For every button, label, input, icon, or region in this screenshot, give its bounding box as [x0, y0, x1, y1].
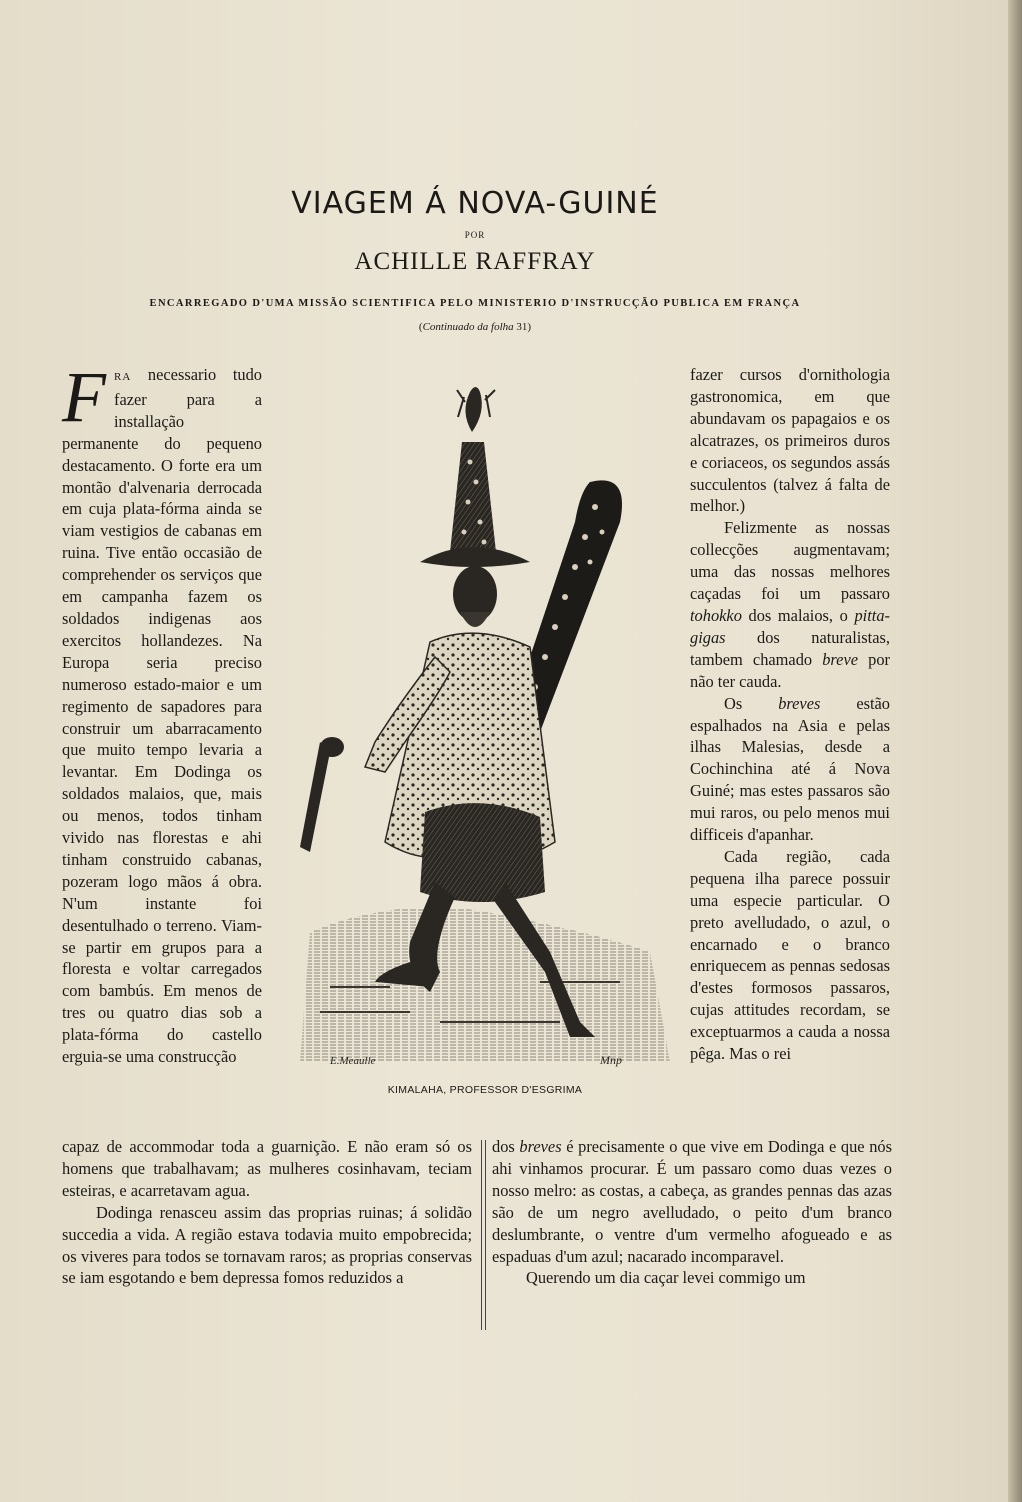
byline-por: POR [464, 230, 486, 240]
italic-term: breves [778, 693, 821, 713]
italic-term: breves [519, 1137, 562, 1156]
first-word-smallcaps: RA [113, 371, 132, 383]
paragraph [492, 1136, 892, 1267]
paragraph [62, 357, 262, 1068]
text-run: dos malaios, o [741, 605, 855, 625]
italic-term: breve [822, 649, 859, 669]
text-run: dos naturalistas, tambem chamado [690, 627, 890, 669]
article-title: VIAGEM Á NOVA-GUINÉ [291, 186, 659, 221]
illustration-caption: KIMALAHA, PROFESSOR D'ESGRIMA [387, 1084, 583, 1096]
paragraph [690, 517, 890, 692]
column-left-top [62, 357, 262, 1068]
column-divider [481, 1140, 486, 1330]
text-run: dos [492, 1137, 520, 1156]
author-subtitle: ENCARREGADO D'UMA MISSÃO SCIENTIFICA PELO MINISTERIO D'INSTRUCÇÃO PUBLICA EM FRANÇA [149, 298, 801, 309]
continued-suffix: 31) [513, 321, 532, 333]
page-edge-shadow [1008, 0, 1022, 1502]
italic-term: pitta-gigas [690, 605, 890, 647]
column-right-top [690, 364, 890, 1065]
engraver-right-signature: Mnp [600, 1053, 622, 1067]
paragraph: fazer cursos d'ornithologia gastronomica, em que abundavam os papagaios e os alcatrazes, os primeiros duros e coriaceos, os segundos assás succulentos (talvez á falta de melhor.) [690, 365, 890, 516]
column-right-bottom [492, 1136, 892, 1289]
continued-note [0, 321, 950, 333]
text-run: por não ter cauda. [690, 649, 890, 691]
paragraph-text: necessario tudo fazer para a installação permanente do pequeno destacamento. O forte era um montão d'alvenaria derrocada em cuja plata-fórma ainda se viam vestigios de cabanas em ruina. Tive então occasião de comprehender os serviços que em campanha fazem os soldados indigenas aos exercitos hollandezes. Na Europa seria preciso numeroso estado-maior e um regimento de sapadores para construir um abarracamento que muito tempo levaria a levantar. Em Dodinga os soldados malaios, que, mais ou menos, todos tinham vivido nas florestas e ahi tinham construido cabanas, pozeram logo mãos á obra. N'um instante foi desentulhado o terreno. Viam-se partir em grupos para a floresta e voltar carregados com bambús. Em menos de tres ou quatro dias sob a plata-fórma do castello erguia-se uma construcção [62, 365, 262, 1067]
column-left-bottom [62, 1136, 472, 1289]
paragraph: Cada região, cada pequena ilha parece possuir uma especie particular. O preto avelludado, o azul, o encarnado e o branco enriquecem as pennas sedosas d'estes formosos passaros, cujas attitudes recordam, se exceptuarmos a cauda a nossa pêga. Mas o rei [690, 846, 890, 1064]
author-name: ACHILLE RAFFRAY [354, 248, 596, 275]
engraver-left-signature: E.Meaulle [330, 1055, 376, 1067]
paragraph: Querendo um dia caçar levei commigo um [526, 1268, 806, 1288]
text-run: Felizmente as nossas collecções augmentavam; uma das nossas melhores caçadas foi um passaro [690, 518, 890, 604]
text-run: Os [724, 693, 779, 713]
paragraph [690, 693, 890, 846]
paragraph: Dodinga renasceu assim das proprias ruinas; á solidão succedia a vida. A região estava todavia muito empobrecida; os viveres para todos se tornavam raros; as proprias conservas se iam esgotando e bem depressa fomos reduzidos a [62, 1202, 472, 1288]
paragraph: capaz de accommodar toda a guarnição. E não eram só os homens que trabalhavam; as mulheres cosinhavam, teciam esteiras, e acarretavam agua. [62, 1137, 472, 1200]
italic-term: tohokko [690, 605, 742, 625]
text-run: estão espalhados na Asia e pelas ilhas Malesias, desde a Cochinchina até á Nova Guiné; mas estes passaros são mui raros, ou pelo menos mui difficeis d'apanhar. [690, 693, 890, 845]
text-run: é precisamente o que vive em Dodinga e que nós ahi vinhamos procurar. É um passaro como duas vezes o nosso melro: as costas, a cabeça, as grandes pennas das azas são de um negro avelludado, o peito d'um branco deslumbrante, o ventre d'um vermelho afogueado e as espaduas d'um azul; nacarado incomparavel. [492, 1137, 892, 1266]
kimalaha-engraving [290, 372, 680, 1082]
drop-cap: F [62, 357, 106, 437]
continued-italic: Continuado da folha [422, 321, 514, 333]
continued-prefix: ( [418, 321, 423, 333]
